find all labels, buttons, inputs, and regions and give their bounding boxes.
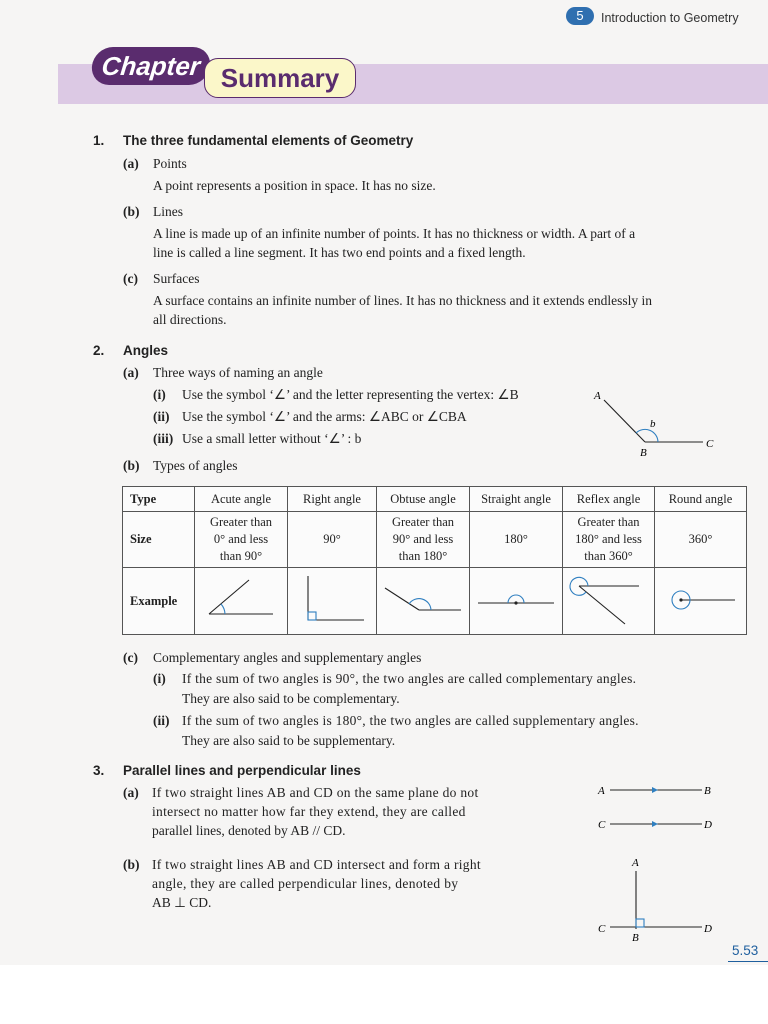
chapter-number-badge: 5: [566, 7, 594, 25]
svg-text:C: C: [598, 923, 606, 935]
svg-text:D: D: [704, 819, 712, 831]
table-row-example: [123, 568, 747, 635]
example-round: [655, 568, 747, 635]
example-acute: [195, 568, 288, 635]
angle-label-small-b: b: [650, 418, 656, 430]
example-right: [288, 568, 377, 635]
svg-text:B: B: [704, 785, 711, 797]
table-row-size: [123, 512, 747, 568]
chapter-badge: Chapter: [90, 47, 212, 85]
angle-types-table: [122, 486, 747, 635]
item-2a-i-text: Use the symbol ‘∠’ and the letter representing the vertex: ∠B: [182, 387, 519, 402]
size-right: 90°: [288, 512, 377, 568]
svg-text:A: A: [632, 857, 639, 869]
item-3b-text-line1: If two straight lines AB and CD intersect and form a right: [152, 857, 481, 872]
item-2c-ii-text-line2: They are also said to be supplementary.: [182, 733, 396, 748]
obtuse-angle-icon: [377, 568, 469, 630]
angle-label-b: B: [640, 447, 647, 459]
size-obtuse: Greater than 90° and less than 180°: [377, 512, 470, 568]
page-number: 5.53: [732, 943, 759, 958]
item-2a-ii-text: Use the symbol ‘∠’ and the arms: ∠ABC or ∠CBA: [182, 409, 467, 424]
row-header-example: Example: [123, 568, 195, 635]
item-2c-i-text-line1: If the sum of two angles is 90°, the two angles are called complementary angles.: [182, 671, 637, 686]
item-2b-label: (b): [123, 458, 140, 473]
item-2c-label: (c): [123, 650, 138, 665]
item-2a-label: (a): [123, 365, 139, 380]
type-straight: Straight angle: [470, 487, 563, 512]
type-reflex: Reflex angle: [563, 487, 655, 512]
item-3b-text-line3: AB ⊥ CD.: [152, 895, 212, 910]
type-right: Right angle: [288, 487, 377, 512]
size-acute: Greater than 0° and less than 90°: [195, 512, 288, 568]
item-2a-iii-text: Use a small letter without ‘∠’ : b: [182, 431, 362, 446]
perpendicular-lines-diagram: [594, 855, 724, 945]
item-1a-title: Points: [153, 156, 187, 171]
item-2a-ii-label: (ii): [153, 409, 170, 424]
size-straight: 180°: [470, 512, 563, 568]
item-2a-i-label: (i): [153, 387, 166, 402]
item-1a-text: A point represents a position in space. It has no size.: [153, 178, 436, 193]
section-1-number: 1.: [93, 133, 105, 148]
item-1c-label: (c): [123, 271, 138, 286]
item-2a-iii-label: (iii): [153, 431, 174, 446]
type-acute: Acute angle: [195, 487, 288, 512]
item-3a-label: (a): [123, 785, 139, 800]
section-3-number: 3.: [93, 763, 105, 778]
item-1a-label: (a): [123, 156, 139, 171]
item-1c-text-line1: A surface contains an infinite number of lines. It has no thickness and it extends endlessly in: [153, 293, 653, 308]
summary-badge: Summary: [204, 58, 356, 98]
item-2a-title: Three ways of naming an angle: [153, 365, 323, 380]
item-3a-text-line2: intersect no matter how far they extend, they are called: [152, 804, 466, 819]
angle-label-a: A: [594, 390, 601, 402]
item-3b-label: (b): [123, 857, 140, 872]
angle-naming-diagram: [588, 385, 718, 460]
row-header-type: Type: [123, 487, 195, 512]
section-3-title: Parallel lines and perpendicular lines: [123, 763, 361, 778]
item-2c-i-label: (i): [153, 671, 166, 686]
item-1b-title: Lines: [153, 204, 183, 219]
item-3b-text-line2: angle, they are called perpendicular lines, denoted by: [152, 876, 459, 891]
item-2c-ii-text-line1: If the sum of two angles is 180°, the two angles are called supplementary angles.: [182, 713, 639, 728]
svg-text:D: D: [704, 923, 712, 935]
round-angle-icon: [655, 568, 746, 630]
acute-angle-icon: [195, 568, 287, 630]
item-2c-title: Complementary angles and supplementary angles: [153, 650, 422, 665]
example-reflex: [563, 568, 655, 635]
page-number-underline: [728, 961, 768, 962]
item-2b-title: Types of angles: [153, 458, 238, 473]
item-1b-text-line2: line is called a line segment. It has two end points and a fixed length.: [153, 245, 526, 260]
angle-label-c: C: [706, 438, 714, 450]
table-row-type: [123, 487, 747, 512]
svg-text:C: C: [598, 819, 606, 831]
section-2-number: 2.: [93, 343, 105, 358]
item-3a-text-line3: parallel lines, denoted by AB // CD.: [152, 823, 346, 838]
reflex-angle-icon: [563, 568, 654, 630]
item-1b-label: (b): [123, 204, 140, 219]
item-1c-title: Surfaces: [153, 271, 200, 286]
chapter-title: Introduction to Geometry: [601, 11, 739, 25]
item-1b-text-line1: A line is made up of an infinite number of points. It has no thickness or width. A part of a: [153, 226, 636, 241]
size-round: 360°: [655, 512, 747, 568]
type-obtuse: Obtuse angle: [377, 487, 470, 512]
example-obtuse: [377, 568, 470, 635]
section-1-title: The three fundamental elements of Geometry: [123, 133, 414, 148]
size-reflex: Greater than 180° and less than 360°: [563, 512, 655, 568]
example-straight: [470, 568, 563, 635]
item-1c-text-line2: all directions.: [153, 312, 227, 327]
parallel-lines-diagram: [594, 780, 724, 838]
right-angle-icon: [288, 568, 376, 630]
item-3a-text-line1: If two straight lines AB and CD on the same plane do not: [152, 785, 479, 800]
type-round: Round angle: [655, 487, 747, 512]
straight-angle-icon: [470, 568, 562, 630]
item-2c-i-text-line2: They are also said to be complementary.: [182, 691, 400, 706]
row-header-size: Size: [123, 512, 195, 568]
svg-text:B: B: [632, 932, 639, 944]
section-2-title: Angles: [123, 343, 169, 358]
item-2c-ii-label: (ii): [153, 713, 170, 728]
svg-text:A: A: [598, 785, 605, 797]
